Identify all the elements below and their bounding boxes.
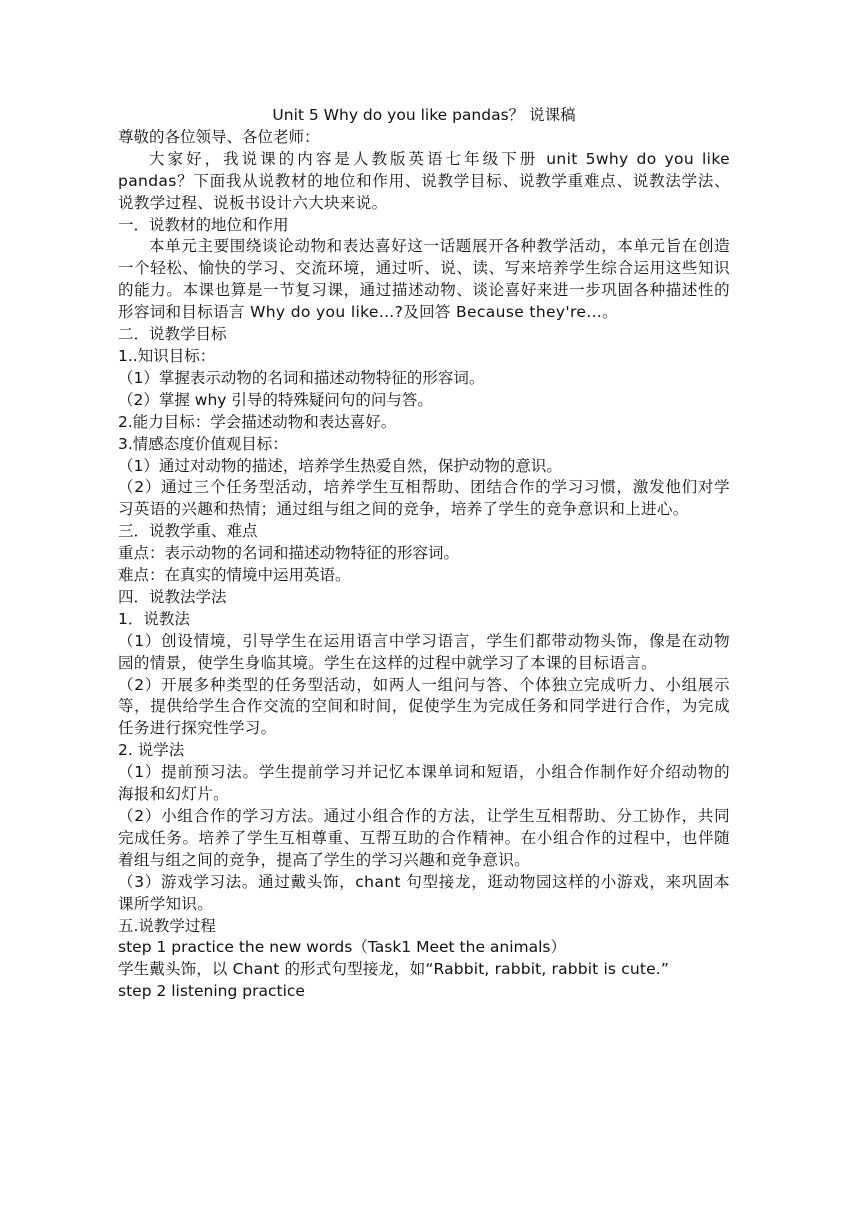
key-point: 重点：表示动物的名词和描述动物特征的形容词。	[118, 544, 460, 563]
section3-heading: 三．说教学重、难点	[118, 522, 258, 541]
difficult-point: 难点：在真实的情境中运用英语。	[118, 566, 351, 585]
emotion-goal-2: （2）通过三个任务型活动，培养学生互相帮助、团结合作的学习习惯，激发他们对学习英语的兴趣和热情；通过组与组之间的竞争，培养了学生的竞争意识和上进心。	[118, 478, 730, 519]
teaching-method-heading: 1．说教法	[118, 609, 190, 628]
ability-goal: 2.能力目标：学会描述动物和表达喜好。	[118, 412, 397, 431]
intro-paragraph: 大家好，我说课的内容是人教版英语七年级下册 unit 5why do you like pandas？下面我从说教材的地位和作用、说教学目标、说教学重难点、说教法学法、说教学过程、说板书设计六大块来说。	[118, 149, 730, 212]
learning-method-1: （1）提前预习法。学生提前学习并记忆本课单词和短语，小组合作制作好介绍动物的海报和幻灯片。	[118, 763, 730, 804]
knowledge-goal-heading: 1..知识目标：	[118, 346, 216, 365]
document-page	[118, 105, 730, 1003]
step1-body: 学生戴头饰，以 Chant 的形式句型接龙，如“Rabbit, rabbit, rabbit is cute.”	[118, 960, 670, 979]
learning-method-3: （3）游戏学习法。通过戴头饰，chant 句型接龙，逛动物园这样的小游戏，来巩固本课所学知识。	[118, 872, 730, 913]
section4-heading: 四．说教法学法	[118, 587, 227, 606]
document-title: Unit 5 Why do you like pandas？ 说课稿	[272, 106, 576, 124]
section2-heading: 二．说教学目标	[118, 325, 227, 344]
knowledge-goal-2: （2）掌握 why 引导的特殊疑问句的问与答。	[118, 390, 433, 409]
greeting: 尊敬的各位领导、各位老师：	[118, 127, 320, 146]
section1-heading: 一．说教材的地位和作用	[118, 215, 289, 234]
teaching-method-2: （2）开展多种类型的任务型活动，如两人一组问与答、个体独立完成听力、小组展示等，提供给学生合作交流的空间和时间，促使学生为完成任务和同学进行合作，为完成任务进行探究性学习。	[118, 675, 730, 738]
knowledge-goal-1: （1）掌握表示动物的名词和描述动物特征的形容词。	[118, 368, 485, 387]
step1-heading: step 1 practice the new words（Task1 Meet the animals）	[118, 938, 567, 957]
section1-body: 本单元主要围绕谈论动物和表达喜好这一话题展开各种教学活动，本单元旨在创造一个轻松、愉快的学习、交流环境，通过听、说、读、写来培养学生综合运用这些知识的能力。本课也算是一节复习课，通过描述动物、谈论喜好来进一步巩固各种描述性的形容词和目标语言 Why do you like…?及回答 Because they're…。	[118, 237, 730, 322]
teaching-method-1: （1）创设情境，引导学生在运用语言中学习语言，学生们都带动物头饰，像是在动物园的情景，使学生身临其境。学生在这样的过程中就学习了本课的目标语言。	[118, 631, 730, 672]
step2-heading: step 2 listening practice	[118, 982, 305, 1001]
emotion-goal-heading: 3.情感态度价值观目标：	[118, 434, 288, 453]
section5-heading: 五.说教学过程	[118, 916, 216, 935]
emotion-goal-1: （1）通过对动物的描述，培养学生热爱自然，保护动物的意识。	[118, 456, 562, 475]
learning-method-2: （2）小组合作的学习方法。通过小组合作的方法，让学生互相帮助、分工协作，共同完成任务。培养了学生互相尊重、互帮互助的合作精神。在小组合作的过程中，也伴随着组与组之间的竞争，提高了学生的学习兴趣和竞争意识。	[118, 807, 730, 869]
learning-method-heading: 2. 说学法	[118, 741, 185, 760]
